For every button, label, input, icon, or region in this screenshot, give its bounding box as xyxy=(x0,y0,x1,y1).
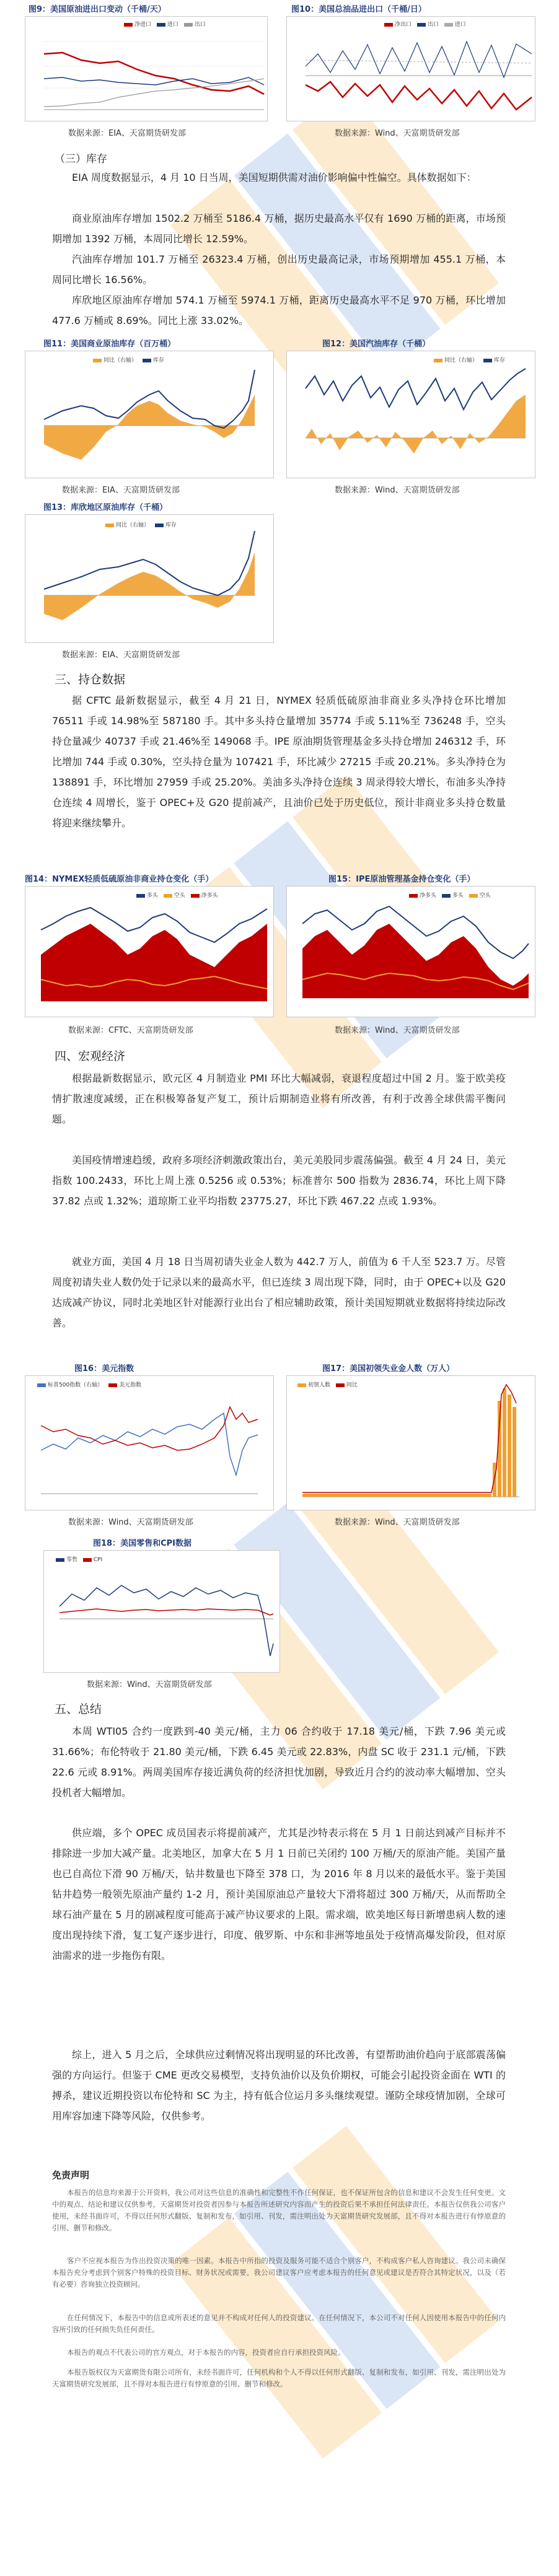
legend-label: 零售 xyxy=(66,1557,78,1563)
figure-12-legend xyxy=(434,356,505,364)
disclaimer-paragraph-1: 本报告的信息均来源于公开资料，我公司对这些信息的准确性和完整性不作任何保证，也不保证所包含的信息和建议不会发生任何变更。文中的观点、结论和建议仅供参考，天富期货对投资者因参与本报告所述研究内容而产生的投资后果不承担任何法律责任。本报告仅供我公司客户使用，未经书面许可，不得以任何形式翻版、复制和发布，如引用、刊发，需注明出处为天富期货研究发展部，且不得对本报告进行有悖原意的引用、删节和修改。 xyxy=(52,2188,506,2232)
paragraph-crude-inventory: 商业原油库存增加 1502.2 万桶至 5186.4 万桶，据历史最高水平仅有 1690 万桶的距离，市场预期增加 1392 万桶，本周同比增长 12.59%。 xyxy=(52,212,506,245)
figure-9-legend xyxy=(124,20,206,28)
paragraph-gasoline-inventory: 汽油库存增加 101.7 万桶至 26323.4 万桶，创出历史最高记录，市场预期增加 455.1 万桶，本周同比增长 16.56%。 xyxy=(52,253,506,286)
legend-label: 库存 xyxy=(165,522,177,528)
figure-17-chart xyxy=(286,1375,535,1510)
legend-label: 进口 xyxy=(167,22,178,28)
figure-18-chart xyxy=(43,1550,280,1673)
figure-10-legend xyxy=(384,20,466,28)
disclaimer-paragraph-3: 在任何情况下，本报告中的信息或所表述的意见并不构成对任何人的投资建议。在任何情况下，本公司不对任何人因使用本报告中的任何内容所引致的任何损失负任何责任。 xyxy=(52,2313,506,2334)
paragraph-price-summary: 本周 WTI05 合约一度跌到-40 美元/桶，主力 06 合约收于 17.18 美元/桶，下跌 7.96 美元或 31.66%；布伦特收于 21.80 美元/桶，下跌 6.45 美元或 22.83%，内盘 SC 收于 231.1 元/桶，下跌 22.6 元或 8.91%。两周美国库存接近满负荷的经济担忧加剧，导致近月合约的波动率大幅增加、空头投机者大幅增加。 xyxy=(52,1725,506,1798)
legend-label: 净出口 xyxy=(395,22,412,28)
section-summary-heading: 五、总结 xyxy=(55,1702,102,1716)
figure-14-source: 数据来源：CFTC、天富期货研发部 xyxy=(68,1026,193,1035)
figure-17-source: 数据来源：Wind、天富期货研发部 xyxy=(335,1518,460,1527)
figure-16-source: 数据来源：Wind、天富期货研发部 xyxy=(68,1518,193,1527)
legend-label: 美元指数 xyxy=(119,1382,142,1388)
paragraph-cftc-positions: 据 CFTC 最新数据显示，截至 4 月 21 日，NYMEX 轻质低硫原油非商业多头净持仓环比增加 76511 手或 14.98%至 587180 手。其中多头持仓量增加 35774 手或 5.11%至 736248 手，空头持仓量减少 40737 手或 21.46%至 149068 手。IPE 原油期货管理基金多头持仓增加 246312 手，环比增加 744 手或 0.30%，空头持仓量为 107421 手，环比减少 27215 手或 20.21%。多头净持仓为 138891 手，环比增加 27959 手或 25.20%。美油多头净持仓连续 3 周录得较大增长，布油多头净持仓连续 4 周增长，鉴于 OPEC+及 G20 提前减产，且油价已处于历史低位，预计非商业多头持仓数量将迎来继续攀升。 xyxy=(52,694,506,829)
section-inventory-heading: （三）库存 xyxy=(55,153,107,165)
figure-15-chart xyxy=(286,886,535,1017)
company-watermark-logo xyxy=(118,2074,551,2510)
paragraph-employment: 就业方面，美国 4 月 18 日当周初请失业金人数为 442.7 万人，前值为 6 千人至 523.7 万。尽管周度初请失业人数仍处于记录以来的最高水平，但已连续 3 周出现下降，同时，由于 OPEC+以及 G20 达成减产协议，同时北美地区针对能源行业出台了相应辅助政策，预计美国短期就业数据将持续边际改善。 xyxy=(52,1256,506,1329)
figure-12-chart xyxy=(286,351,535,478)
figure-9-chart xyxy=(25,16,268,121)
figure-9-source: 数据来源：EIA、天富期货研发部 xyxy=(68,129,186,138)
disclaimer-paragraph-4: 本报告的观点不代表公司的官方观点，对于本报告的内容，投资者应自行承担投资风险。 xyxy=(67,2348,345,2357)
figure-10-chart xyxy=(286,16,535,121)
figure-15-title: 图15：IPE原油管理基金持仓变化（手） xyxy=(328,875,475,884)
legend-label: CPI xyxy=(93,1557,103,1563)
disclaimer-heading: 免责声明 xyxy=(52,2170,90,2181)
figure-10-source: 数据来源：Wind、天富期货研发部 xyxy=(335,129,460,138)
figure-16-legend xyxy=(37,1380,141,1388)
legend-label: 净多头 xyxy=(201,893,218,899)
figure-18-source: 数据来源：Wind、天富期货研发部 xyxy=(87,1680,212,1689)
figure-11-legend xyxy=(93,356,164,364)
legend-label: 净多头 xyxy=(420,893,437,899)
figure-14-title: 图14：NYMEX轻质低硫原油非商业持仓变化（手） xyxy=(25,875,214,884)
figure-15-legend xyxy=(409,891,491,899)
legend-label: 同比（右轴） xyxy=(103,357,138,364)
legend-label: 标普500指数（右轴） xyxy=(48,1382,103,1388)
figure-16-title: 图16：美元指数 xyxy=(74,1364,134,1373)
figure-18-title: 图18：美国零售和CPI数据 xyxy=(93,1539,191,1548)
figure-13-legend xyxy=(105,520,177,528)
figure-12-source: 数据来源：Wind、天富期货研发部 xyxy=(335,486,460,495)
paragraph-pmi: 根据最新数据显示，欧元区 4 月制造业 PMI 环比大幅减弱，衰退程度超过中国 2 月。鉴于欧美疫情扩散速度减缓，正在积极筹备复产复工，预计后期制造业将有所改善，有利于改善全球供需平衡问题。 xyxy=(52,1072,506,1125)
figure-13-source: 数据来源：EIA、天富期货研发部 xyxy=(62,651,180,660)
paragraph-cushing-inventory: 库欣地区原油库存增加 574.1 万桶至 5974.1 万桶，距离历史最高水平不足 970 万桶，环比增加 477.6 万桶或 8.69%。同比上涨 33.02%。 xyxy=(52,294,506,326)
legend-label: 同比（右轴） xyxy=(116,522,150,528)
figure-9-title: 图9：美国原油进出口变动（千桶/天） xyxy=(29,5,166,14)
figure-10-title: 图10：美国总油品进出口（千桶/日） xyxy=(291,5,426,14)
legend-label: 进口 xyxy=(454,22,466,28)
legend-label: 同比 xyxy=(346,1382,358,1388)
figure-16-chart xyxy=(25,1375,274,1510)
legend-label: 出口 xyxy=(194,22,206,28)
legend-label: 库存 xyxy=(152,357,164,364)
figure-15-source: 数据来源：Wind、天富期货研发部 xyxy=(335,1026,460,1035)
section-macro-heading: 四、宏观经济 xyxy=(55,1049,126,1063)
disclaimer-paragraph-2: 客户不应视本报告为作出投资决策的唯一因素。本报告中所指的投资及服务可能不适合个别客户，不构成客户私人咨询建议。我公司未确保本报告充分考虑到个别客户特殊的投资目标、财务状况或需要。我公司建议客户应考虑本报告的任何意见或建议是否符合其特定状况，以及（若有必要）咨询独立投资顾问。 xyxy=(52,2256,506,2289)
paragraph-dollar-index: 美国疫情增速趋缓，政府多项经济刺激政策出台，美元美股同步震荡偏强。截至 4 月 24 日，美元指数 100.2433，环比上周上涨 0.5256 或 0.53%；标准普尔 500 指数为 2836.74，环比上周下降 37.82 点或 1.32%；道琼斯工业平均指数 23775.27，环比下跌 467.22 点或 1.93%。 xyxy=(52,1154,506,1207)
paragraph-supply-demand: 供应端，多个 OPEC 成员国表示将提前减产，尤其是沙特表示将在 5 月 1 日前达到减产目标并不排除进一步加大减产量。北美地区，加拿大在 5 月 1 日前已关闭约 100 万桶/天的原油产能。美国产量也已自高位下滑 90 万桶/天，钻井数量也下降至 378 口，为 2016 年 8 月以来的最低水平。鉴于美国钻井趋势一般领先原油产量约 1-2 月，预计美国原油总产量较大下滑将超过 300 万桶/天，从而帮助全球石油产量在 5 月的剧减程度可能高于减产协议要求的上限。需求端，欧美地区每日新增患病人数的速度出现持续下滑，复工复产逐步进行，印度、俄罗斯、中东和非洲等地虽处于疫情高爆发阶段，但对原油需求的进一步拖伤有限。 xyxy=(52,1827,506,1961)
legend-label: 出口 xyxy=(427,22,439,28)
figure-12-title: 图12：美国汽油库存（千桶） xyxy=(322,340,431,349)
figure-17-title: 图17：美国初领失业金人数（万人） xyxy=(322,1364,455,1373)
figure-13-chart xyxy=(25,514,274,643)
paragraph-conclusion: 综上，进入 5 月之后，全球供应过剩情况将出现明显的环比改善，有望帮助油价趋向于底部震荡偏强的方向运行。但鉴于 CME 更改交易模型，支持负油价以及负价期权，可能会引起投资金面在 WTI 的搏杀，建议近期投资以布伦特和 SC 为主，持有低合位运月多头继续观望。谨防全球疫情加剧，全球可用库容加速下降等风险，仅供参考。 xyxy=(52,2049,506,2122)
figure-11-title: 图11：美国商业原油库存（百万桶） xyxy=(43,340,176,349)
figure-13-title: 图13：库欣地区原油库存（千桶） xyxy=(43,503,168,512)
figure-14-legend xyxy=(136,891,218,899)
disclaimer-paragraph-5: 本报告版权仅为天富期货有限公司所有，未经书面许可，任何机构和个人不得以任何形式翻版、复制和发布，如引用、刊发，需注明出处为天富期货研究发展部，且不得对本报告进行有悖原意的引用、删节和修改。 xyxy=(52,2368,506,2388)
legend-label: 多头 xyxy=(452,893,464,899)
legend-label: 初领人数 xyxy=(308,1382,331,1388)
legend-label: 空头 xyxy=(174,893,185,899)
figure-18-legend xyxy=(56,1555,102,1563)
figure-11-chart xyxy=(25,351,274,478)
legend-label: 库存 xyxy=(493,357,505,364)
legend-label: 空头 xyxy=(479,893,491,899)
paragraph-eia-intro: EIA 周度数据显示，4 月 10 日当周，美国短期供需对油价影响偏中性偏空。具体数据如下： xyxy=(72,172,477,183)
section-positions-heading: 三、持仓数据 xyxy=(55,673,126,686)
figure-17-legend xyxy=(297,1380,358,1388)
legend-label: 多头 xyxy=(147,893,159,899)
figure-11-source: 数据来源：EIA、天富期货研发部 xyxy=(62,486,180,495)
figure-14-chart xyxy=(25,886,274,1017)
legend-label: 同比（右轴） xyxy=(444,357,478,364)
legend-label: 净进口 xyxy=(134,22,152,28)
